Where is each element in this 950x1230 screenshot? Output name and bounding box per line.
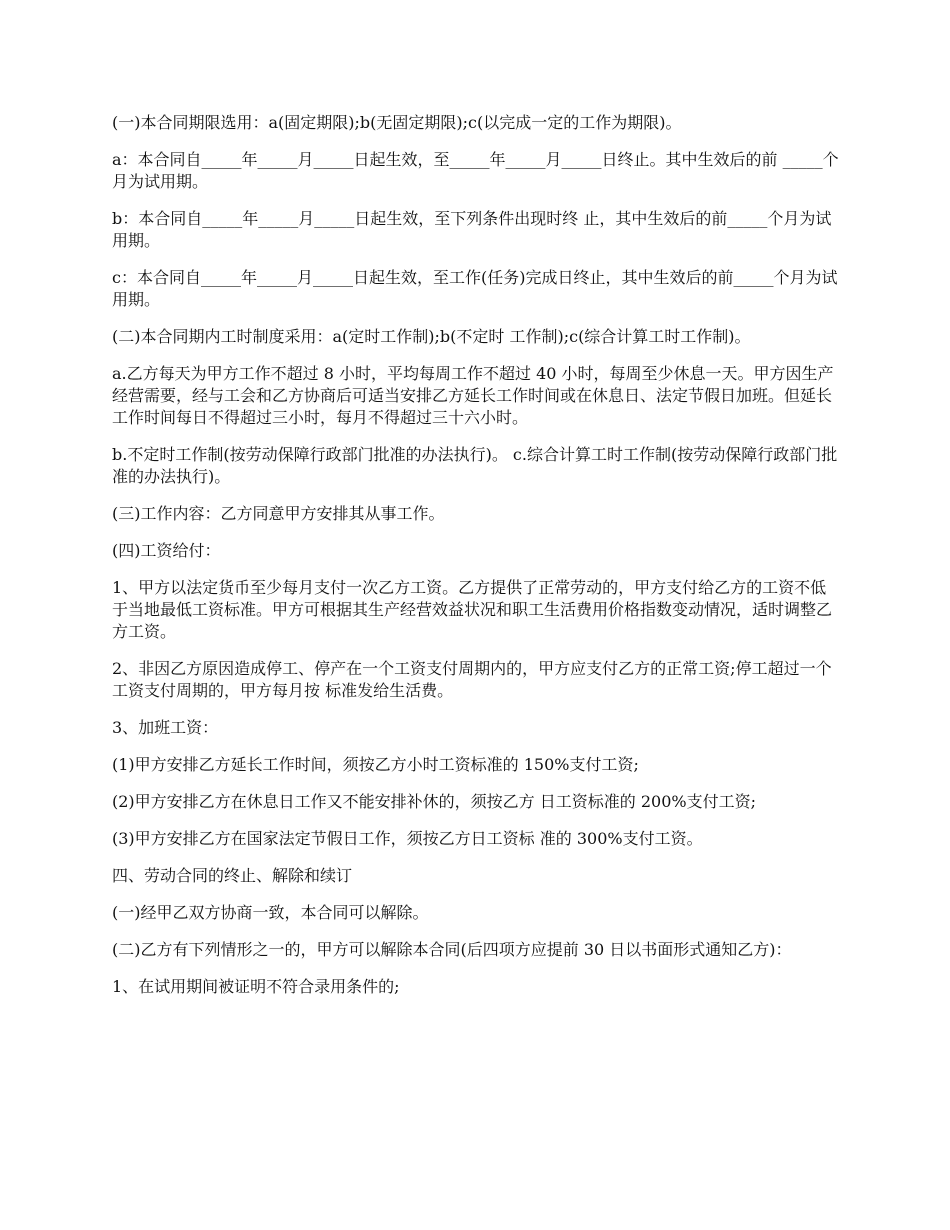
clause-overtime-heading: 3、加班工资： bbox=[112, 718, 219, 737]
section-termination-heading: 四、劳动合同的终止、解除和续订 bbox=[112, 866, 353, 885]
clause-term-b: b：本合同自_____年_____月_____日起生效，至下列条件出现时终 止，其中生效后的前_____个月为试用期。 bbox=[112, 209, 832, 250]
clause-termination-1: (一)经甲乙双方协商一致，本合同可以解除。 bbox=[112, 903, 429, 922]
clause-hours-a: a.乙方每天为甲方工作不超过 8 小时，平均每周工作不超过 40 小时，每周至少休息一天。甲方因生产经营需要，经与工会和乙方协商后可适当安排乙方延长工作时间或在休息日、法定节假日加班。但延长工作时间每日不得超过三小时，每月不得超过三十六小时。 bbox=[112, 364, 834, 427]
document-body bbox=[112, 112, 840, 1013]
clause-term-a: a：本合同自_____年_____月_____日起生效，至_____年_____月_____日终止。其中生效后的前 _____个月为试用期。 bbox=[112, 150, 839, 191]
clause-termination-2-item-1: 1、在试用期间被证明不符合录用条件的; bbox=[112, 977, 400, 996]
clause-wage-2: 2、非因乙方原因造成停工、停产在一个工资支付周期内的，甲方应支付乙方的正常工资;停工超过一个工资支付周期的，甲方每月按 标准发给生活费。 bbox=[112, 659, 832, 700]
clause-overtime-1: (1)甲方安排乙方延长工作时间，须按乙方小时工资标准的 150%支付工资; bbox=[112, 755, 639, 774]
clause-term-options: (一)本合同期限选用：a(固定期限);b(无固定期限);c(以完成一定的工作为期限)。 bbox=[112, 113, 682, 132]
clause-job-content: (三)工作内容：乙方同意甲方安排其从事工作。 bbox=[112, 504, 445, 523]
clause-working-hours: (二)本合同期内工时制度采用：a(定时工作制);b(不定时 工作制);c(综合计算工时工作制)。 bbox=[112, 327, 751, 346]
clause-term-c: c：本合同自_____年_____月_____日起生效，至工作(任务)完成日终止，其中生效后的前_____个月为试用期。 bbox=[112, 268, 838, 309]
clause-wage-1: 1、甲方以法定货币至少每月支付一次乙方工资。乙方提供了正常劳动的，甲方支付给乙方的工资不低于当地最低工资标准。甲方可根据其生产经营效益状况和职工生活费用价格指数变动情况，适时调整乙方工资。 bbox=[112, 578, 833, 641]
clause-wage-heading: (四)工资给付： bbox=[112, 541, 221, 560]
clause-hours-b-c: b.不定时工作制(按劳动保障行政部门批准的办法执行)。 c.综合计算工时工作制(按劳动保障行政部门批准的办法执行)。 bbox=[112, 445, 838, 486]
clause-overtime-2: (2)甲方安排乙方在休息日工作又不能安排补休的，须按乙方 日工资标准的 200%支付工资; bbox=[112, 792, 756, 811]
clause-termination-2: (二)乙方有下列情形之一的，甲方可以解除本合同(后四项方应提前 30 日以书面形式通知乙方)： bbox=[112, 940, 792, 959]
clause-overtime-3: (3)甲方安排乙方在国家法定节假日工作，须按乙方日工资标 准的 300%支付工资。 bbox=[112, 829, 703, 848]
